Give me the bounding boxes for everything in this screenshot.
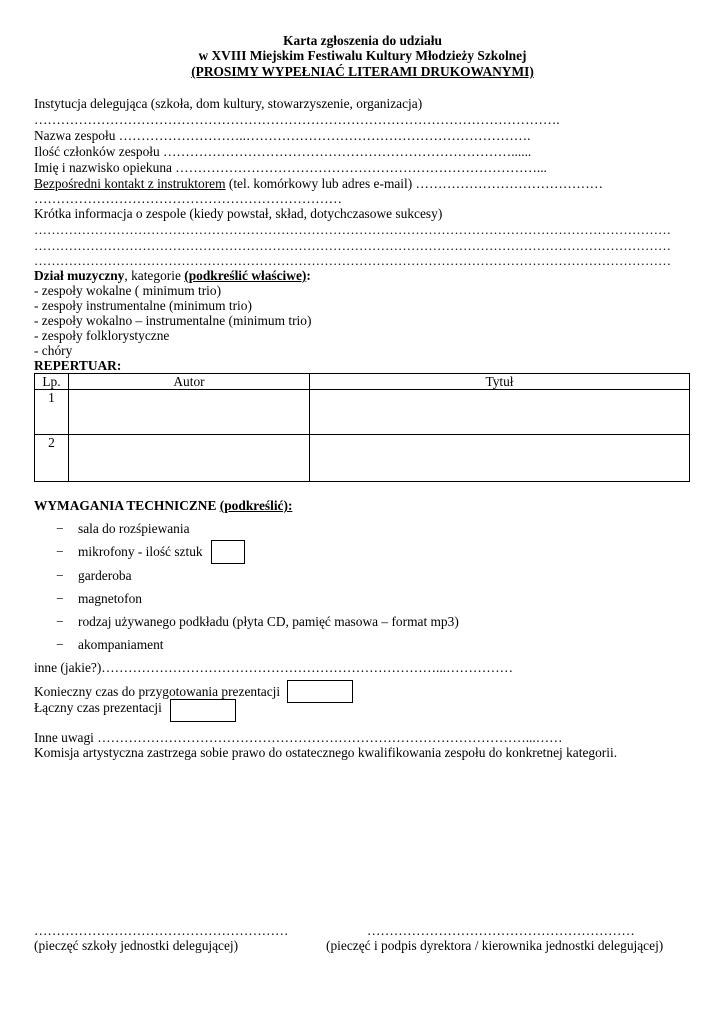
total-time-box[interactable] bbox=[170, 699, 236, 722]
music-label-bold: Dział muzyczny bbox=[34, 268, 125, 283]
category-item[interactable]: - zespoły folklorystyczne bbox=[34, 328, 170, 343]
music-label-colon: : bbox=[306, 268, 311, 283]
author-cell[interactable] bbox=[69, 390, 310, 435]
author-cell[interactable] bbox=[69, 435, 310, 482]
dash-bullet: − bbox=[56, 591, 64, 606]
category-item[interactable]: - zespoły instrumentalne (minimum trio) bbox=[34, 298, 252, 313]
table-header-row bbox=[35, 374, 690, 390]
dash-bullet: − bbox=[56, 521, 64, 536]
row-number: 2 bbox=[35, 435, 69, 482]
requirement-item[interactable] bbox=[56, 591, 142, 607]
form-title: Karta zgłoszenia do udziału bbox=[283, 33, 442, 48]
notes-field[interactable]: Inne uwagi ……………………………………………………………………………………...…… bbox=[34, 730, 563, 745]
music-label-instruction: (podkreślić właściwe) bbox=[184, 268, 307, 283]
school-stamp-label: (pieczęć szkoły jednostki delegującej) bbox=[34, 938, 239, 953]
institution-field[interactable]: ………………………………………………………………………………………………………. bbox=[34, 112, 560, 127]
print-instruction: (PROSIMY WYPEŁNIAĆ LITERAMI DRUKOWANYMI) bbox=[191, 64, 534, 79]
short-info-line[interactable]: ………………………………………………………………………………………………………………………………… bbox=[34, 222, 671, 237]
short-info-label: Krótka informacja o zespole (kiedy powstał, skład, dotychczasowe sukcesy) bbox=[34, 206, 443, 221]
title-cell[interactable] bbox=[310, 435, 690, 482]
institution-label: Instytucja delegująca (szkoła, dom kultury, stowarzyszenie, organizacja) bbox=[34, 96, 423, 111]
school-stamp-line[interactable]: ………………………………………………… bbox=[34, 923, 289, 938]
title-cell[interactable] bbox=[310, 390, 690, 435]
requirement-item[interactable] bbox=[56, 568, 132, 584]
contact-field[interactable] bbox=[34, 176, 603, 192]
requirement-item[interactable] bbox=[56, 637, 164, 653]
table-row bbox=[35, 435, 690, 482]
short-info-line[interactable]: ………………………………………………………………………………………………………………………………… bbox=[34, 238, 671, 253]
repertoire-heading: REPERTUAR: bbox=[34, 358, 122, 373]
table-row bbox=[35, 390, 690, 435]
contact-label: Bezpośredni kontakt z instruktorem bbox=[34, 176, 226, 191]
dash-bullet: − bbox=[56, 637, 64, 652]
requirement-label: magnetofon bbox=[78, 591, 142, 606]
requirement-item[interactable] bbox=[56, 544, 203, 560]
requirement-label: garderoba bbox=[78, 568, 132, 583]
requirement-label: sala do rozśpiewania bbox=[78, 521, 190, 536]
prep-time-box[interactable] bbox=[287, 680, 353, 703]
requirement-label: akompaniament bbox=[78, 637, 164, 652]
music-label-mid: , kategorie bbox=[124, 268, 185, 283]
technical-heading bbox=[34, 498, 292, 514]
director-signature-label: (pieczęć i podpis dyrektora / kierownika jednostki delegującej) bbox=[326, 938, 664, 953]
column-header-lp: Lp. bbox=[35, 374, 69, 390]
requirement-label: rodzaj używanego podkładu (płyta CD, pamięć masowa – format mp3) bbox=[78, 614, 459, 629]
prep-time-label: Konieczny czas do przygotowania prezentacji bbox=[34, 684, 281, 699]
repertoire-table bbox=[34, 373, 690, 482]
column-header-title: Tytuł bbox=[310, 374, 690, 390]
festival-name: w XVIII Miejskim Festiwalu Kultury Młodzieży Szkolnej bbox=[198, 48, 527, 63]
guardian-field[interactable]: Imię i nazwisko opiekuna ………………………………………………………………………... bbox=[34, 160, 547, 175]
requirement-item[interactable] bbox=[56, 521, 190, 537]
category-item[interactable]: - zespoły wokalne ( minimum trio) bbox=[34, 283, 222, 298]
technical-heading-text: WYMAGANIA TECHNICZNE bbox=[34, 498, 220, 513]
column-header-author: Autor bbox=[69, 374, 310, 390]
requirement-item[interactable] bbox=[56, 614, 459, 630]
microphone-count-box[interactable] bbox=[211, 540, 245, 564]
dash-bullet: − bbox=[56, 568, 64, 583]
dash-bullet: − bbox=[56, 614, 64, 629]
row-number: 1 bbox=[35, 390, 69, 435]
team-name-field[interactable]: Nazwa zespołu ………………………..………………………………………………………. bbox=[34, 128, 531, 143]
dash-bullet: − bbox=[56, 544, 64, 559]
category-item[interactable]: - chóry bbox=[34, 343, 73, 358]
member-count-field[interactable]: Ilość członków zespołu ……………………………………………………………………...... bbox=[34, 144, 532, 159]
category-item[interactable]: - zespoły wokalno – instrumentalne (minimum trio) bbox=[34, 313, 312, 328]
music-section-label bbox=[34, 268, 311, 284]
requirement-label: mikrofony - ilość sztuk bbox=[78, 544, 203, 559]
other-requirements-field[interactable]: inne (jakie?)…………………………………………………………………...…………… bbox=[34, 660, 514, 675]
short-info-line[interactable]: ………………………………………………………………………………………………………………………………… bbox=[34, 253, 671, 268]
technical-heading-instruction: (podkreślić): bbox=[219, 498, 293, 513]
disclaimer-text: Komisja artystyczna zastrzega sobie prawo do ostatecznego kwalifikowania zespołu do konkretnej kategorii. bbox=[34, 745, 618, 760]
director-signature-line[interactable]: …………………………………………………… bbox=[367, 923, 635, 938]
total-time-label: Łączny czas prezentacji bbox=[34, 700, 162, 715]
contact-dots[interactable]: …………………………………………………………… bbox=[34, 191, 342, 206]
contact-rest: (tel. komórkowy lub adres e-mail) …………………………………… bbox=[225, 176, 604, 191]
